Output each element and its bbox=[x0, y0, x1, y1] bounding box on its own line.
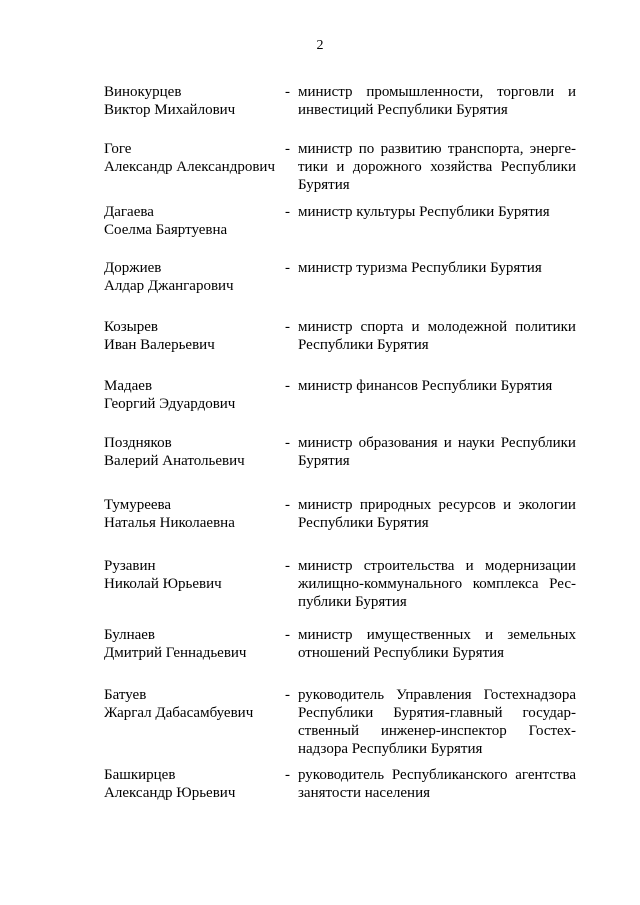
entry-dash: - bbox=[285, 378, 290, 394]
official-given-names: Алдар Джангарович bbox=[104, 278, 234, 294]
official-position bbox=[298, 203, 576, 221]
position-line: министр спорта и молодежной политики bbox=[298, 319, 576, 335]
official-name bbox=[104, 496, 284, 532]
official-surname: Батуев bbox=[104, 687, 147, 703]
official-given-names: Иван Валерьевич bbox=[104, 337, 215, 353]
official-name bbox=[104, 259, 284, 295]
entry-dash: - bbox=[285, 558, 290, 574]
official-surname: Винокурцев bbox=[104, 84, 182, 100]
page-number: 2 bbox=[316, 38, 324, 53]
position-line: министр строительства и модернизации bbox=[298, 558, 576, 574]
official-position bbox=[298, 83, 576, 119]
entry-dash: - bbox=[285, 435, 290, 451]
official-position bbox=[298, 626, 576, 662]
position-line: руководитель Управления Гостехнадзора bbox=[298, 687, 576, 703]
official-position bbox=[298, 766, 576, 802]
position-line: министр туризма Республики Бурятия bbox=[298, 260, 542, 276]
position-line: инвестиций Республики Бурятия bbox=[298, 102, 508, 118]
position-line: занятости населения bbox=[298, 785, 431, 801]
position-line: Бурятия bbox=[298, 453, 350, 469]
official-position bbox=[298, 557, 576, 611]
official-given-names: Георгий Эдуардович bbox=[104, 396, 236, 412]
official-surname: Тумуреева bbox=[104, 497, 172, 513]
official-position bbox=[298, 377, 576, 395]
entry-dash: - bbox=[285, 260, 290, 276]
entry-dash: - bbox=[285, 627, 290, 643]
official-given-names: Виктор Михайлович bbox=[104, 102, 236, 118]
entry-dash: - bbox=[285, 319, 290, 335]
official-given-names: Наталья Николаевна bbox=[104, 515, 235, 531]
position-line: министр природных ресурсов и экологии bbox=[298, 497, 576, 513]
official-name bbox=[104, 626, 284, 662]
official-surname: Рузавин bbox=[104, 558, 156, 574]
official-position bbox=[298, 140, 576, 194]
official-surname: Доржиев bbox=[104, 260, 162, 276]
entry-dash: - bbox=[285, 767, 290, 783]
position-line: публики Бурятия bbox=[298, 594, 407, 610]
official-name bbox=[104, 318, 284, 354]
position-line: тики и дорожного хозяйства Республики bbox=[298, 159, 576, 175]
official-position bbox=[298, 259, 576, 277]
position-line: министр культуры Республики Бурятия bbox=[298, 204, 550, 220]
official-given-names: Александр Юрьевич bbox=[104, 785, 236, 801]
position-line: надзора Республики Бурятия bbox=[298, 741, 483, 757]
position-line: Бурятия bbox=[298, 177, 350, 193]
position-line: министр имущественных и земельных bbox=[298, 627, 576, 643]
official-surname: Дагаева bbox=[104, 204, 154, 220]
position-line: министр промышленности, торговли и bbox=[298, 84, 576, 100]
official-name bbox=[104, 377, 284, 413]
official-name bbox=[104, 557, 284, 593]
position-line: Республики Бурятия bbox=[298, 515, 429, 531]
official-position bbox=[298, 686, 576, 758]
position-line: Республики Бурятия bbox=[298, 337, 429, 353]
position-line: ственный инженер-инспектор Гостех- bbox=[298, 723, 576, 739]
official-given-names: Соелма Баяртуевна bbox=[104, 222, 228, 238]
official-surname: Мадаев bbox=[104, 378, 153, 394]
official-surname: Булнаев bbox=[104, 627, 155, 643]
position-line: руководитель Республиканского агентства bbox=[298, 767, 576, 783]
official-name bbox=[104, 140, 284, 176]
official-given-names: Валерий Анатольевич bbox=[104, 453, 245, 469]
position-line: министр образования и науки Республики bbox=[298, 435, 576, 451]
official-surname: Башкирцев bbox=[104, 767, 176, 783]
official-name bbox=[104, 434, 284, 470]
official-name bbox=[104, 203, 284, 239]
official-position bbox=[298, 496, 576, 532]
official-name bbox=[104, 83, 284, 119]
official-given-names: Александр Александрович bbox=[104, 159, 275, 175]
entry-dash: - bbox=[285, 141, 290, 157]
official-name bbox=[104, 766, 284, 802]
official-surname: Козырев bbox=[104, 319, 159, 335]
official-surname: Поздняков bbox=[104, 435, 172, 451]
entry-dash: - bbox=[285, 204, 290, 220]
position-line: жилищно-коммунального комплекса Рес- bbox=[298, 576, 576, 592]
entry-dash: - bbox=[285, 84, 290, 100]
official-position bbox=[298, 434, 576, 470]
entry-dash: - bbox=[285, 497, 290, 513]
position-line: министр по развитию транспорта, энерге- bbox=[298, 141, 576, 157]
entry-dash: - bbox=[285, 687, 290, 703]
official-surname: Гоге bbox=[104, 141, 132, 157]
official-given-names: Дмитрий Геннадьевич bbox=[104, 645, 247, 661]
official-given-names: Жаргал Дабасамбуевич bbox=[104, 705, 254, 721]
position-line: Республики Бурятия-главный государ- bbox=[298, 705, 576, 721]
position-line: отношений Республики Бурятия bbox=[298, 645, 505, 661]
position-line: министр финансов Республики Бурятия bbox=[298, 378, 553, 394]
official-name bbox=[104, 686, 284, 722]
official-position bbox=[298, 318, 576, 354]
official-given-names: Николай Юрьевич bbox=[104, 576, 222, 592]
